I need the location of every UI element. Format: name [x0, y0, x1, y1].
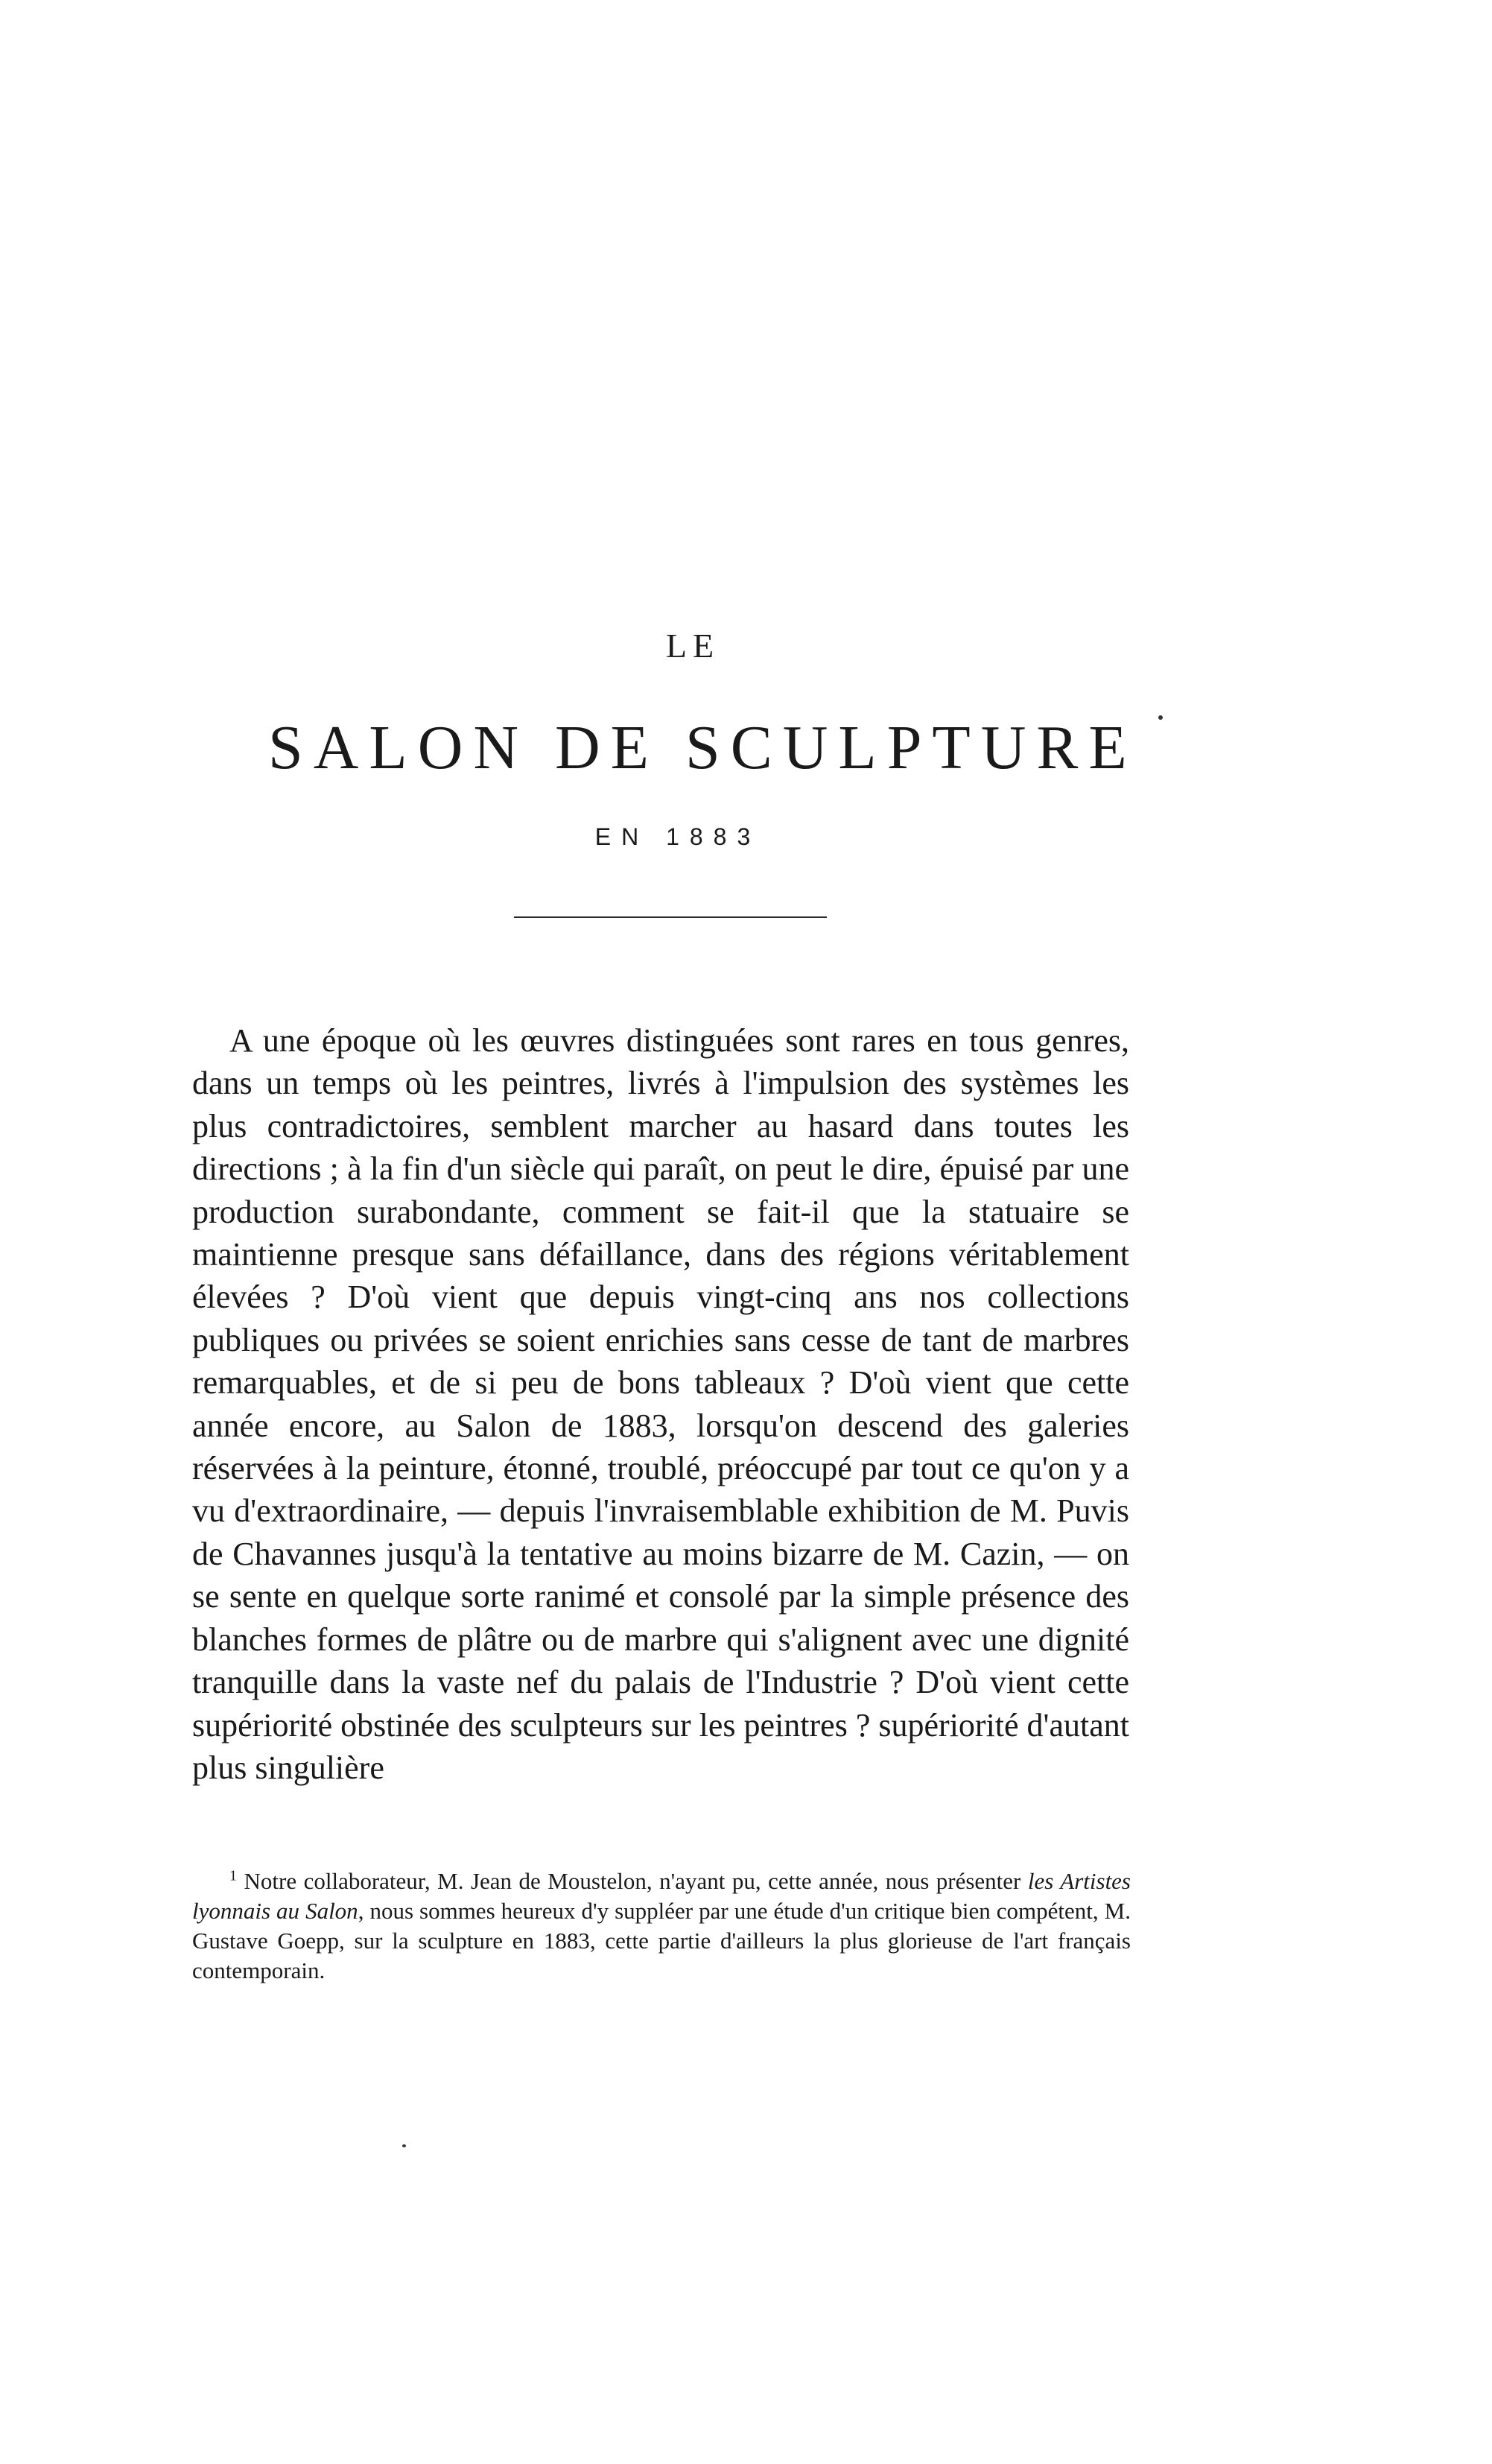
body-text [192, 1019, 1129, 1789]
footnote-text-after: , nous sommes heureux d'y suppléer par une étude d'un critique bien compétent, M. Gustave Goepp, sur la sculpture en 1883, cette partie d'ailleurs la plus glorieuse de l'art français contemporain. [192, 1898, 1131, 1983]
article-subtitle: EN 1883 [594, 823, 761, 850]
footnote-marker: 1 [229, 1867, 237, 1884]
title-rule-divider [514, 916, 827, 918]
scan-speck [402, 2144, 406, 2147]
body-paragraph: A une époque où les œuvres distinguées sont rares en tous genres, dans un temps où les peintres, livrés à l'impulsion des systèmes les plus contradictoires, semblent marcher au hasard dans toutes les directions ; à la fin d'un siècle qui paraît, on peut le dire, épuisé par une production surabondante, comment se fait-il que la statuaire se maintienne presque sans défaillance, dans des régions véritablement élevées ? D'où vient que depuis vingt-cinq ans nos collections publiques ou privées se soient enrichies sans cesse de tant de marbres remarquables, et de si peu de bons tableaux ? D'où vient que cette année encore, au Salon de 1883, lorsqu'on descend des galeries réservées à la peinture, étonné, troublé, préoccupé par tout ce qu'on y a vu d'extraordinaire, — depuis l'invraisemblable exhibition de M. Puvis de Chavannes jusqu'à la tentative au moins bizarre de M. Cazin, — on se sente en quelque sorte ranimé et consolé par la simple présence des blanches formes de plâtre ou de marbre qui s'alignent avec une dignité tranquille dans la vaste nef du palais de l'Industrie ? D'où vient cette supériorité obstinée des sculpteurs sur les peintres ? supériorité d'autant plus singulière [192, 1022, 1129, 1786]
scan-speck [1158, 715, 1163, 720]
article-title: SALON DE SCULPTURE [268, 713, 1137, 782]
article-kicker: LE [665, 627, 720, 665]
footnote [192, 1866, 1131, 1986]
footnote-paragraph [192, 1866, 1131, 1986]
footnote-italic-title: les Artistes lyonnais au Salon [192, 1868, 1131, 1924]
footnote-text-before: Notre collaborateur, M. Jean de Moustelon, n'ayant pu, cette année, nous présenter [237, 1868, 1028, 1894]
